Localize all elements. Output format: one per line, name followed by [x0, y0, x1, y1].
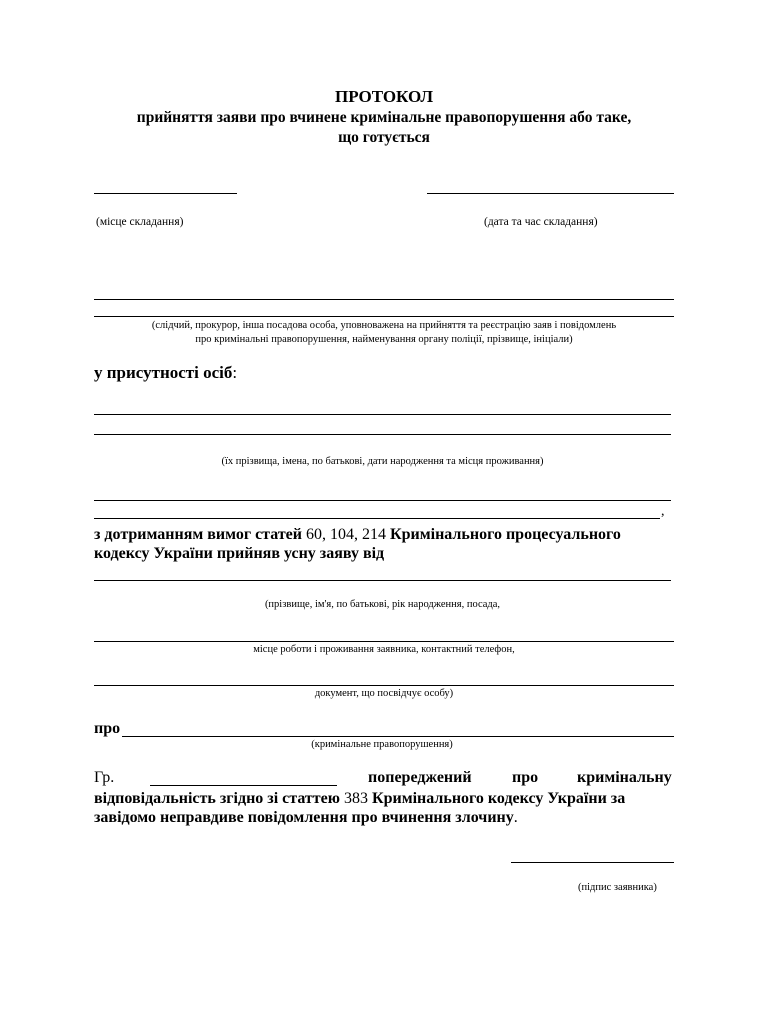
signature-line [511, 862, 674, 863]
persons-line-1 [94, 414, 671, 415]
persons-line-2 [94, 434, 671, 435]
document-title: ПРОТОКОЛ [334, 87, 433, 106]
place-line [94, 193, 237, 194]
applicant-line-3 [94, 685, 674, 686]
persons-caption: (їх прізвища, імена, по батькові, дати народження та місця проживання) [221, 456, 544, 467]
warning-about: про [512, 769, 539, 786]
warning-text-b: Кримінального кодексу України за [367, 790, 626, 807]
applicant-caption-2: місце роботи і проживання заявника, контактний телефон, [253, 644, 515, 655]
gr-label: Гр. [94, 769, 115, 786]
compliance-text-b: Кримінального процесуального [386, 526, 621, 543]
subtitle-line-1: прийняття заяви про вчинене кримінальне правопорушення або таке, [136, 109, 632, 126]
compliance-line-2: кодексу України прийняв усну заяву від [94, 545, 385, 562]
offense-line [122, 736, 674, 737]
official-line-1 [94, 299, 674, 300]
compliance-line-1 [94, 525, 674, 544]
warning-warned: попереджений [368, 769, 472, 786]
citizen-name-line [150, 785, 337, 786]
warning-period: . [513, 809, 518, 826]
official-line-2 [94, 316, 674, 317]
signature-caption: (підпис заявника) [578, 882, 657, 893]
applicant-caption-3: документ, що посвідчує особу) [314, 688, 454, 699]
presence-colon: : [232, 363, 238, 382]
official-caption-line-1: (слідчий, прокурор, інша посадова особа, уповноважена на прийняття та реєстрацію заяв і повідомлень [151, 320, 617, 331]
warning-line-3 [94, 808, 684, 827]
warning-text-a: відповідальність згідно зі статтею [94, 790, 344, 807]
official-caption [80, 319, 688, 347]
about-label: про [94, 720, 121, 737]
warning-text-c: завідомо неправдиве повідомлення про вчинення злочину [94, 809, 514, 826]
compliance-paragraph [94, 525, 674, 563]
presence-label-text: у присутності осіб [94, 363, 233, 382]
compliance-text-a: з дотриманням вимог статей [94, 526, 306, 543]
place-caption: (місце складання) [96, 216, 184, 228]
applicant-line-2 [94, 641, 674, 642]
document-subtitle [60, 108, 708, 148]
warning-criminal: кримінальну [577, 769, 672, 786]
applicant-line-1 [94, 580, 671, 581]
datetime-caption: (дата та час складання) [484, 216, 598, 228]
official-caption-line-2: про кримінальні правопорушення, найменування органу поліції, прізвище, ініціали) [195, 334, 573, 345]
persons-line-3 [94, 500, 671, 501]
applicant-caption-1: (прізвище, ім'я, по батькові, рік народження, посада, [264, 599, 501, 610]
persons-line-4 [94, 518, 660, 519]
offense-caption: (кримінальне правопорушення) [311, 739, 453, 750]
warning-line-2 [94, 789, 684, 808]
subtitle-line-2: що готується [338, 129, 430, 146]
warning-article: 383 [343, 790, 368, 807]
compliance-articles: 60, 104, 214 [306, 526, 386, 543]
presence-label [94, 363, 237, 383]
persons-comma: , [661, 504, 665, 519]
datetime-line [427, 193, 674, 194]
